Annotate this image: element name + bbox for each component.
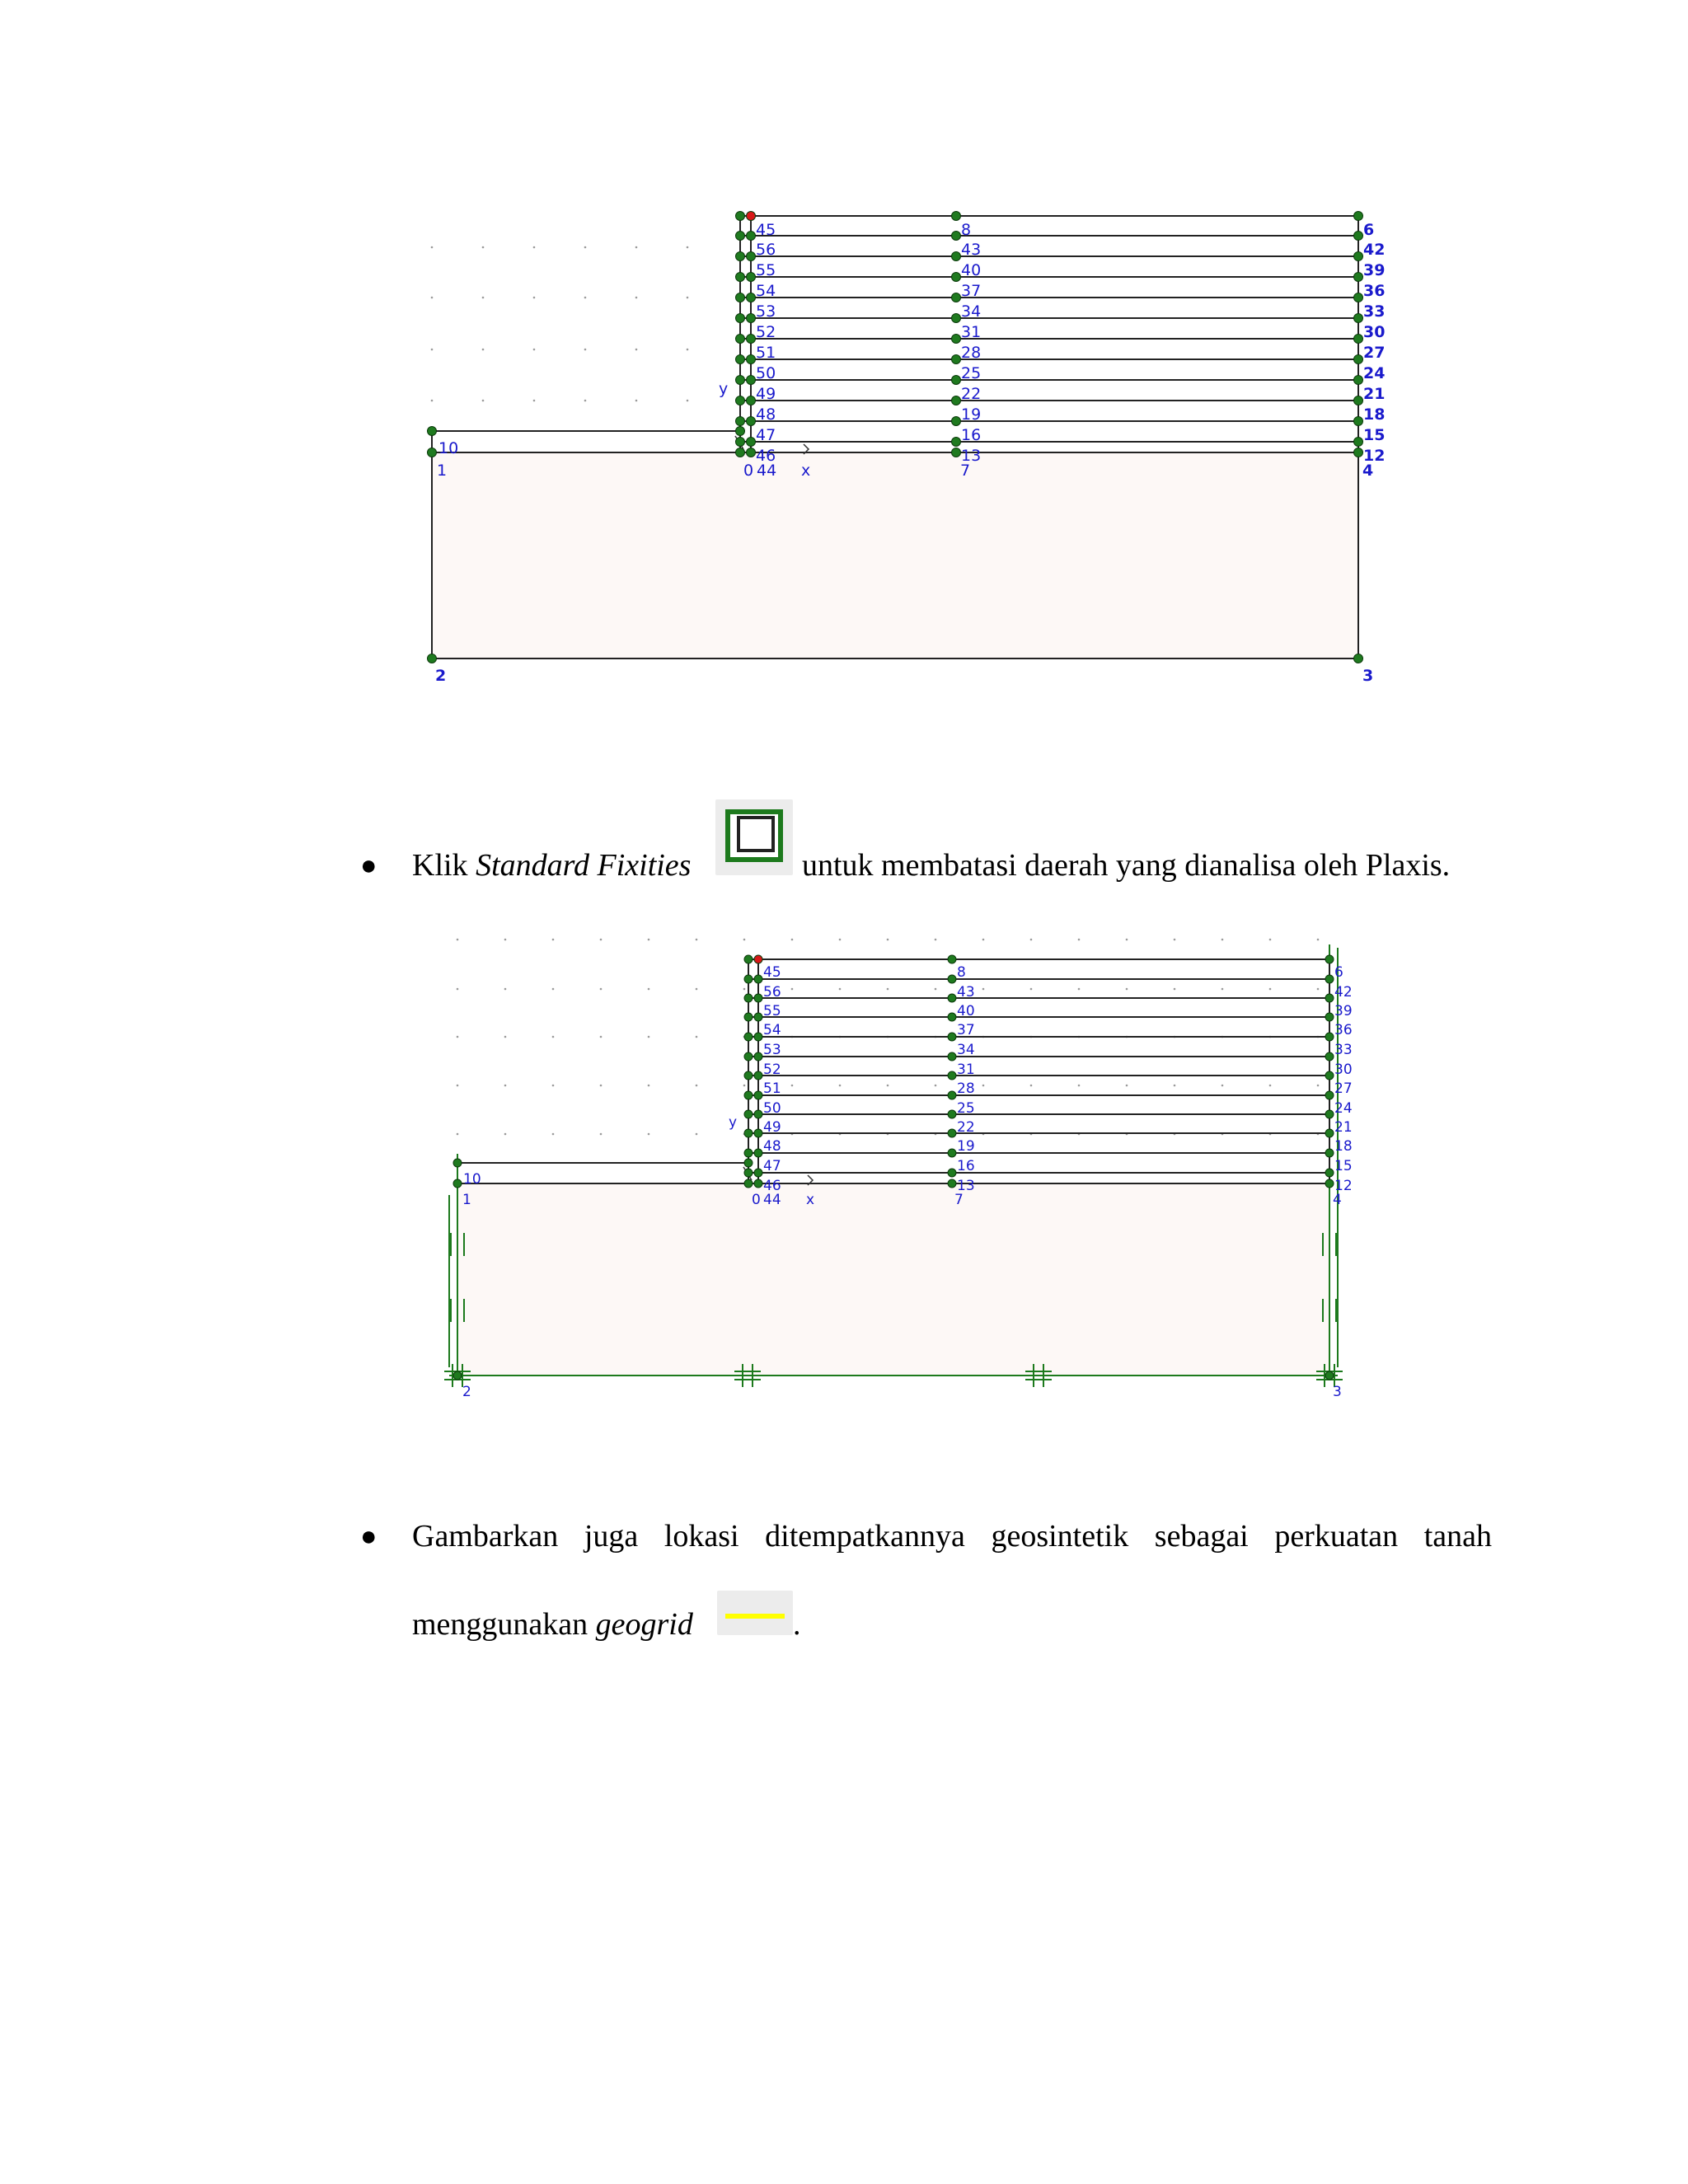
label-layer-point: 21: [1334, 1119, 1353, 1136]
label-layer-point: 13: [957, 1178, 975, 1194]
grid-dot: [648, 988, 650, 991]
grid-dot: [1174, 939, 1176, 941]
paragraph-geogrid: [412, 1609, 693, 1640]
geometry-point: [744, 1179, 753, 1188]
geometry-point: [744, 1169, 753, 1177]
grid-dot: [1317, 939, 1320, 941]
grid-dot: [887, 939, 889, 941]
grid-dot: [982, 939, 985, 941]
embankment-outline: [457, 1163, 750, 1183]
label-layer-point: 15: [1363, 426, 1386, 444]
grid-dot: [648, 1133, 650, 1136]
label-layer-point: 27: [1363, 344, 1386, 362]
grid-dot: [600, 939, 603, 941]
grid-dot: [1317, 1085, 1320, 1087]
geometry-point: [754, 1013, 762, 1021]
geometry-point: [1325, 1033, 1334, 1041]
geometry-point: [1325, 1169, 1334, 1177]
geometry-point: [744, 1129, 753, 1137]
label-layer-point: 37: [961, 282, 982, 300]
geometry-point: [744, 1149, 753, 1157]
geometry-point: [1325, 1013, 1334, 1021]
geometry-point: [744, 955, 753, 963]
label-layer-point: 43: [961, 241, 982, 259]
geometry-point: [1325, 955, 1334, 963]
label-layer-point: 37: [957, 1022, 975, 1038]
grid-dot: [791, 939, 794, 941]
label-layer-point: 15: [1334, 1158, 1353, 1174]
geometry-point: [948, 1110, 956, 1118]
geometry-point: [744, 1052, 753, 1061]
geometry-point: [744, 1071, 753, 1080]
geometry-point: [1325, 1371, 1334, 1380]
label-layer-point: 22: [961, 385, 982, 403]
grid-dot: [839, 1085, 842, 1087]
grid-dot: [1221, 1085, 1224, 1087]
axis-y-label: y: [729, 1114, 738, 1131]
grid-dot: [504, 1036, 507, 1038]
grid-dot: [982, 988, 985, 991]
geometry-point: [948, 1071, 956, 1080]
geometry-point: [1325, 1129, 1334, 1137]
geometry-point: [948, 955, 956, 963]
label-layer-point: 51: [763, 1080, 781, 1097]
axis-x-label: x: [801, 462, 811, 480]
text-prefix: Klik: [412, 848, 476, 883]
grid-dot: [1030, 1085, 1033, 1087]
geometry-point: [453, 1159, 462, 1167]
grid-dot: [935, 939, 937, 941]
grid-dot: [1126, 988, 1128, 991]
label-layer-point: 31: [961, 323, 982, 341]
label-layer-point: 50: [756, 364, 776, 382]
grid-dot: [1221, 939, 1224, 941]
geometry-point: [754, 1052, 762, 1061]
grid-dot: [457, 1133, 459, 1136]
geometry-point: [948, 1013, 956, 1021]
label-point-44: 44: [763, 1192, 781, 1208]
label-layer-point: 46: [763, 1178, 781, 1194]
label-layer-point: 34: [961, 302, 982, 321]
grid-dot: [1174, 1085, 1176, 1087]
grid-dot: [504, 939, 507, 941]
axis-x-label: x: [806, 1192, 815, 1208]
label-layer-point: 46: [756, 447, 776, 465]
geogrid-line-icon: [725, 1614, 785, 1619]
label-point-1: 1: [462, 1192, 471, 1208]
geometry-point: [948, 1091, 956, 1099]
grid-dot: [1174, 988, 1176, 991]
label-layer-point: 6: [1334, 964, 1343, 981]
label-layer-point: 19: [961, 405, 982, 424]
geometry-point: [1325, 975, 1334, 983]
grid-dot: [552, 1133, 555, 1136]
text-suffix: untuk membatasi daerah yang dianalisa oleh Plaxis.: [802, 848, 1451, 883]
label-layer-point: 33: [1334, 1042, 1353, 1058]
fixity-box-icon: [737, 816, 775, 852]
grid-dot: [504, 1085, 507, 1087]
grid-dot: [600, 988, 603, 991]
label-point-2: 2: [462, 1384, 471, 1400]
grid-dot: [935, 988, 937, 991]
grid-dot: [839, 939, 842, 941]
label-layer-point: 19: [957, 1138, 975, 1155]
label-layer-point: 52: [763, 1062, 781, 1078]
label-point-0: 0: [752, 1192, 761, 1208]
geometry-point: [754, 994, 762, 1002]
geometry-point: [1325, 1179, 1334, 1188]
label-layer-point: 51: [756, 344, 776, 362]
label-layer-point: 54: [763, 1022, 781, 1038]
geometry-point: [948, 1169, 956, 1177]
grid-dot: [887, 988, 889, 991]
label-layer-point: 45: [763, 964, 781, 981]
grid-dot: [552, 939, 555, 941]
label-layer-point: 21: [1363, 385, 1386, 403]
label-layer-point: 25: [957, 1100, 975, 1117]
geometry-point: [1325, 1052, 1334, 1061]
bullet-marker: ●: [360, 1521, 377, 1552]
geogrid-icon[interactable]: [717, 1591, 793, 1635]
grid-dot: [696, 1133, 698, 1136]
label-layer-point: 39: [1334, 1003, 1353, 1019]
grid-dot: [696, 1036, 698, 1038]
label-layer-point: 8: [957, 964, 966, 981]
label-layer-point: 30: [1363, 323, 1386, 341]
geometry-point: [744, 1159, 753, 1167]
grid-dot: [552, 1085, 555, 1087]
grid-dot: [982, 1085, 985, 1087]
label-layer-point: 22: [957, 1119, 975, 1136]
geometry-point: [754, 1149, 762, 1157]
geometry-point: [453, 1371, 462, 1380]
text-line-1: Gambarkan juga lokasi ditempatkannya geosintetik sebagai perkuatan tanah: [412, 1519, 1492, 1554]
grid-dot: [743, 939, 746, 941]
label-layer-point: 42: [1334, 984, 1353, 1001]
geometry-point: [754, 1033, 762, 1041]
grid-dot: [552, 1036, 555, 1038]
geometry-point: [744, 1091, 753, 1099]
label-layer-point: 34: [957, 1042, 975, 1058]
label-layer-point: 6: [1363, 221, 1375, 239]
label-layer-point: 16: [957, 1158, 975, 1174]
label-point-44: 44: [757, 462, 777, 480]
label-layer-point: 18: [1363, 405, 1386, 424]
label-layer-point: 40: [957, 1003, 975, 1019]
geometry-point: [754, 975, 762, 983]
geometry-point: [948, 1149, 956, 1157]
grid-dot: [696, 1085, 698, 1087]
label-layer-point: 36: [1334, 1022, 1353, 1038]
label-layer-point: 40: [961, 261, 982, 279]
label-point-3: 3: [1333, 1384, 1342, 1400]
label-point-0: 0: [743, 462, 754, 480]
grid-dot: [1126, 939, 1128, 941]
geometry-point: [744, 1013, 753, 1021]
geometry-point: [453, 1179, 462, 1188]
geometry-point: [1325, 1110, 1334, 1118]
geometry-point: [1325, 1091, 1334, 1099]
label-layer-point: 53: [756, 302, 776, 321]
label-layer-point: 24: [1363, 364, 1386, 382]
geometry-point: [744, 994, 753, 1002]
label-layer-point: 52: [756, 323, 776, 341]
grid-dot: [552, 988, 555, 991]
grid-dot: [791, 988, 794, 991]
grid-dot: [1030, 988, 1033, 991]
grid-dot: [457, 1036, 459, 1038]
label-layer-point: 49: [763, 1119, 781, 1136]
label-layer-point: 36: [1363, 282, 1386, 300]
label-layer-point: 47: [756, 426, 776, 444]
grid-dot: [1269, 1085, 1272, 1087]
geometry-point: [754, 1179, 762, 1188]
label-layer-point: 48: [763, 1138, 781, 1155]
geometry-point: [948, 975, 956, 983]
paragraph-geogrid-end: [793, 1609, 801, 1640]
grid-dot: [457, 988, 459, 991]
label-point-2: 2: [435, 667, 447, 685]
geometry-point: [754, 1169, 762, 1177]
grid-dot: [1126, 1085, 1128, 1087]
grid-dot: [1078, 939, 1081, 941]
grid-dot: [1317, 988, 1320, 991]
label-layer-point: 54: [756, 282, 776, 300]
geometry-point: [1325, 1071, 1334, 1080]
label-layer-point: 56: [763, 984, 781, 1001]
grid-dot: [791, 1085, 794, 1087]
grid-dot: [648, 939, 650, 941]
label-layer-point: 48: [756, 405, 776, 424]
paragraph-standard-fixities: [412, 850, 691, 881]
grid-dot: [696, 939, 698, 941]
text-period: .: [793, 1607, 801, 1642]
label-layer-point: 43: [957, 984, 975, 1001]
grid-dot: [1269, 988, 1272, 991]
paragraph-standard-fixities-rest: [802, 850, 1450, 881]
grid-dot: [1030, 939, 1033, 941]
grid-dot: [839, 988, 842, 991]
label-layer-point: 33: [1363, 302, 1386, 321]
text-geogrid: geogrid: [595, 1607, 693, 1642]
text-standard-fixities: Standard Fixities: [476, 848, 692, 883]
label-layer-point: 28: [957, 1080, 975, 1097]
label-layer-point: 50: [763, 1100, 781, 1117]
label-layer-point: 24: [1334, 1100, 1353, 1117]
soil-cluster: [457, 1183, 1329, 1376]
label-layer-point: 56: [756, 241, 776, 259]
label-layer-point: 47: [763, 1158, 781, 1174]
grid-dot: [600, 1133, 603, 1136]
grid-dot: [696, 988, 698, 991]
label-point-7: 7: [954, 1192, 964, 1208]
geometry-point: [754, 955, 762, 963]
geometry-point: [948, 1129, 956, 1137]
grid-dot: [743, 1085, 746, 1087]
label-layer-point: 45: [756, 221, 776, 239]
label-point-4: 4: [1362, 462, 1374, 480]
geometry-point: [754, 1110, 762, 1118]
geometry-point: [1325, 1149, 1334, 1157]
geometry-point: [948, 1052, 956, 1061]
grid-dot: [935, 1085, 937, 1087]
grid-dot: [504, 1133, 507, 1136]
geometry-point: [754, 1091, 762, 1099]
label-point-3: 3: [1362, 667, 1374, 685]
axis-y-label: y: [719, 380, 729, 398]
label-layer-point: 12: [1363, 447, 1386, 465]
geometry-point: [754, 1071, 762, 1080]
bullet-marker: ●: [360, 851, 377, 881]
label-layer-point: 18: [1334, 1138, 1353, 1155]
standard-fixities-icon[interactable]: [715, 799, 793, 875]
label-layer-point: 16: [961, 426, 982, 444]
label-layer-point: 39: [1363, 261, 1386, 279]
label-point-4: 4: [1333, 1192, 1342, 1208]
grid-dot: [457, 1085, 459, 1087]
label-point-10: 10: [438, 439, 459, 457]
grid-dot: [457, 939, 459, 941]
geometry-point: [754, 1129, 762, 1137]
grid-dot: [648, 1085, 650, 1087]
grid-dot: [600, 1085, 603, 1087]
text-line-2: menggunakan: [412, 1607, 596, 1642]
label-layer-point: 27: [1334, 1080, 1353, 1097]
label-layer-point: 49: [756, 385, 776, 403]
geometry-point: [744, 975, 753, 983]
label-layer-point: 55: [756, 261, 776, 279]
geometry-point: [948, 1033, 956, 1041]
label-layer-point: 8: [961, 221, 972, 239]
grid-dot: [1078, 1085, 1081, 1087]
grid-dot: [504, 988, 507, 991]
label-layer-point: 31: [957, 1062, 975, 1078]
grid-dot: [648, 1036, 650, 1038]
label-layer-point: 53: [763, 1042, 781, 1058]
geometry-point: [948, 1179, 956, 1188]
grid-dot: [600, 1036, 603, 1038]
label-point-10: 10: [463, 1171, 481, 1188]
label-layer-point: 13: [961, 447, 982, 465]
geometry-point: [744, 1033, 753, 1041]
label-layer-point: 55: [763, 1003, 781, 1019]
grid-dot: [1078, 988, 1081, 991]
label-layer-point: 42: [1363, 241, 1386, 259]
geometry-point: [744, 1110, 753, 1118]
label-point-7: 7: [960, 462, 971, 480]
label-layer-point: 28: [961, 344, 982, 362]
wall-layers: [743, 959, 1329, 1185]
grid-dot: [887, 1085, 889, 1087]
label-layer-point: 30: [1334, 1062, 1353, 1078]
grid-dot: [743, 988, 746, 991]
label-point-1: 1: [437, 462, 448, 480]
geometry-point: [948, 994, 956, 1002]
label-layer-point: 12: [1334, 1178, 1353, 1194]
geometry-point: [1325, 994, 1334, 1002]
grid-dot: [1221, 988, 1224, 991]
paragraph-geosintetik: [412, 1521, 1492, 1552]
grid-dot: [1269, 939, 1272, 941]
label-layer-point: 25: [961, 364, 982, 382]
